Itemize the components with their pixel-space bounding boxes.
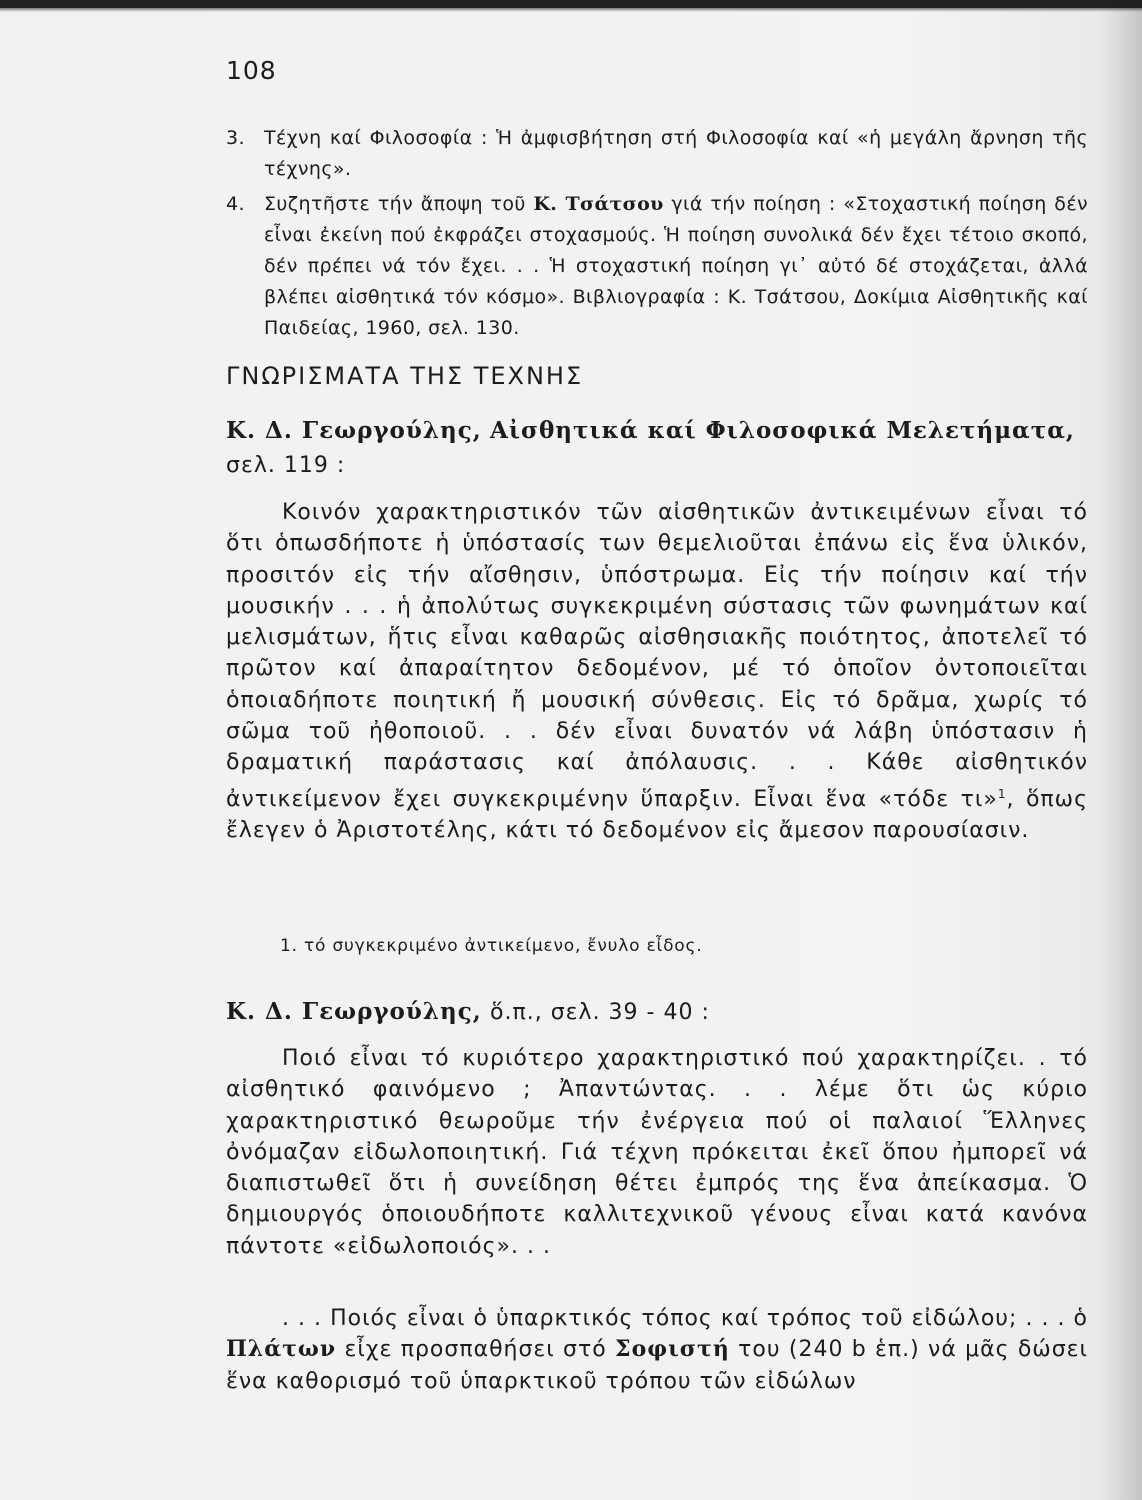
citation-work: Αἰσθητικά καί Φιλοσοφικά Μελετήματα,: [490, 417, 1075, 444]
passage-3: [226, 1303, 1088, 1397]
passage-text: . . . Ποιός εἶναι ὁ ὑπαρκτικός τόπος καί τρόπος τοῦ εἰδώλου; . . . ὁ: [282, 1306, 1088, 1331]
citation-author: Κ. Δ. Γεωργούλης,: [226, 417, 482, 444]
passage-text: Κοινόν χαρακτηριστικόν τῶν αἰσθητικῶν ἀντικειμένων εἶναι τό ὅτι ὁπωσδήποτε ἡ ὑπόστασίς των θεμελιοῦται ἐπάνω εἰς ἕνα ὑλικόν, προσιτόν εἰς τήν αἴσθησιν, ὑπόστρωμα. Εἰς τήν ποίησιν καί τήν μουσικήν . . . ἡ ἀπολύτως συγκεκριμένη σύστασις τῶν φωνημάτων καί μελισμάτων, ἥτις εἶναι καθαρῶς αἰσθησιακῆς ποιότητος, ἀποτελεῖ τό πρῶτον καί ἀπαραίτητον δεδομένον, μέ τό ὁποῖον ὀντοποιεῖται ὁποιαδήποτε ποιητική ἤ μουσική σύνθεσις. Εἰς τό δρᾶμα, χωρίς τό σῶμα τοῦ ἠθοποιοῦ. . . δέν εἶναι δυνατόν νά λάβη ὑπόστασιν ἡ δραματική παράστασις καί ἀπόλαυσις. . . Κάθε αἰσθητικόν ἀντικείμενον ἔχει συγκεκριμένην ὕπαρξιν. Εἶναι ἕνα «τόδε τι»: [226, 500, 1088, 812]
questions-block: [226, 123, 1088, 344]
question-author-name: Κ. Τσάτσου: [533, 193, 664, 215]
passage-paragraph: Ποιό εἶναι τό κυριότερο χαρακτηριστικό πού χαρακτηρίζει. . τό αἰσθητικό φαινόμενο ; Ἀπαντώντας. . . λέμε ὅτι ὡς κύριο χαρακτηριστικό θεωροῦμε τήν ἐνέργεια πού οἱ παλαιοί Ἕλληνες ὀνόμαζαν εἰδωλοποιητική. Γιά τέχνη πρόκειται ἐκεῖ ὅπου ἠμπορεῖ νά διαπιστωθεῖ ὅτι ἡ συνείδηση θέτει ἐμπρός της ἕνα ἀπείκασμα. Ὁ δημιουργός ὁποιουδήποτε καλλιτεχνικοῦ γένους εἶναι κατά κανόνα πάντοτε «εἰδωλοποιός». . .: [226, 1046, 1088, 1259]
question-item: [226, 189, 1088, 344]
question-text-part: Συζητῆστε τήν ἄποψη τοῦ: [264, 193, 526, 215]
citation-author: Κ. Δ. Γεωργούλης,: [226, 998, 482, 1025]
citation-pages: σελ. 119 :: [226, 453, 346, 478]
passage-paragraph: [226, 497, 1088, 846]
scan-border-shadow: [0, 8, 1142, 12]
section-heading: ΓΝΩΡΙΣΜΑΤΑ ΤΗΣ ΤΕΧΝΗΣ: [226, 362, 584, 390]
passage-2: [226, 1043, 1088, 1262]
page-edge-shadow: [1102, 0, 1142, 1500]
scan-border: [0, 0, 1142, 8]
footnote-marker: 1: [997, 786, 1007, 801]
passage-1: [226, 497, 1088, 846]
citation-2: [226, 995, 1088, 1030]
question-number: 4.: [226, 193, 245, 215]
title-sophist: Σοφιστή: [615, 1336, 730, 1363]
passage-text: , ὅπως ἔλεγεν ὁ Ἀριστοτέλης, κάτι τό δεδομένον εἰς ἄμεσον παρουσίασιν.: [226, 786, 1088, 843]
question-text: [264, 189, 1088, 344]
question-text: Τέχνη καί Φιλοσοφία : Ἡ ἀμφισβήτηση στή Φιλοσοφία καί «ἡ μεγάλη ἄρνηση τῆς τέχνης».: [264, 127, 1088, 180]
passage-text: του (240 b ἑπ.) νά μᾶς δώσει ἕνα καθορισμό τοῦ ὑπαρκτικοῦ τρόπου τῶν εἰδώλων: [226, 1337, 1088, 1394]
question-number: 3.: [226, 127, 245, 149]
question-text-part: γιά τήν ποίηση : «Στοχαστική ποίηση δέν εἶναι ἐκείνη πού ἐκφράζει στοχασμούς. Ἡ ποίηση συνολικά δέν ἔχει τέτοιο σκοπό, δέν πρέπει νά τόν ἔχει. . . Ἡ στοχαστική ποίηση γι᾽ αὐτό δέ στοχάζεται, ἀλλά βλέπει αἰσθητικά τόν κόσμο». Βιβλιογραφία : Κ. Τσάτσου, Δοκίμια Αἰσθητικῆς καί Παιδείας, 1960, σελ. 130.: [264, 193, 1089, 339]
footnote: 1. τό συγκεκριμένο ἀντικείμενο, ἔνυλο εἶδος.: [280, 936, 703, 956]
question-item: [226, 123, 1088, 185]
page-number: 108: [226, 56, 277, 85]
passage-text: εἶχε προσπαθήσει στό: [344, 1337, 607, 1363]
name-plato: Πλάτων: [226, 1336, 337, 1363]
citation-1: [226, 414, 1088, 483]
passage-paragraph: [226, 1303, 1088, 1397]
citation-pages: ὅ.π., σελ. 39 - 40 :: [490, 1000, 710, 1025]
